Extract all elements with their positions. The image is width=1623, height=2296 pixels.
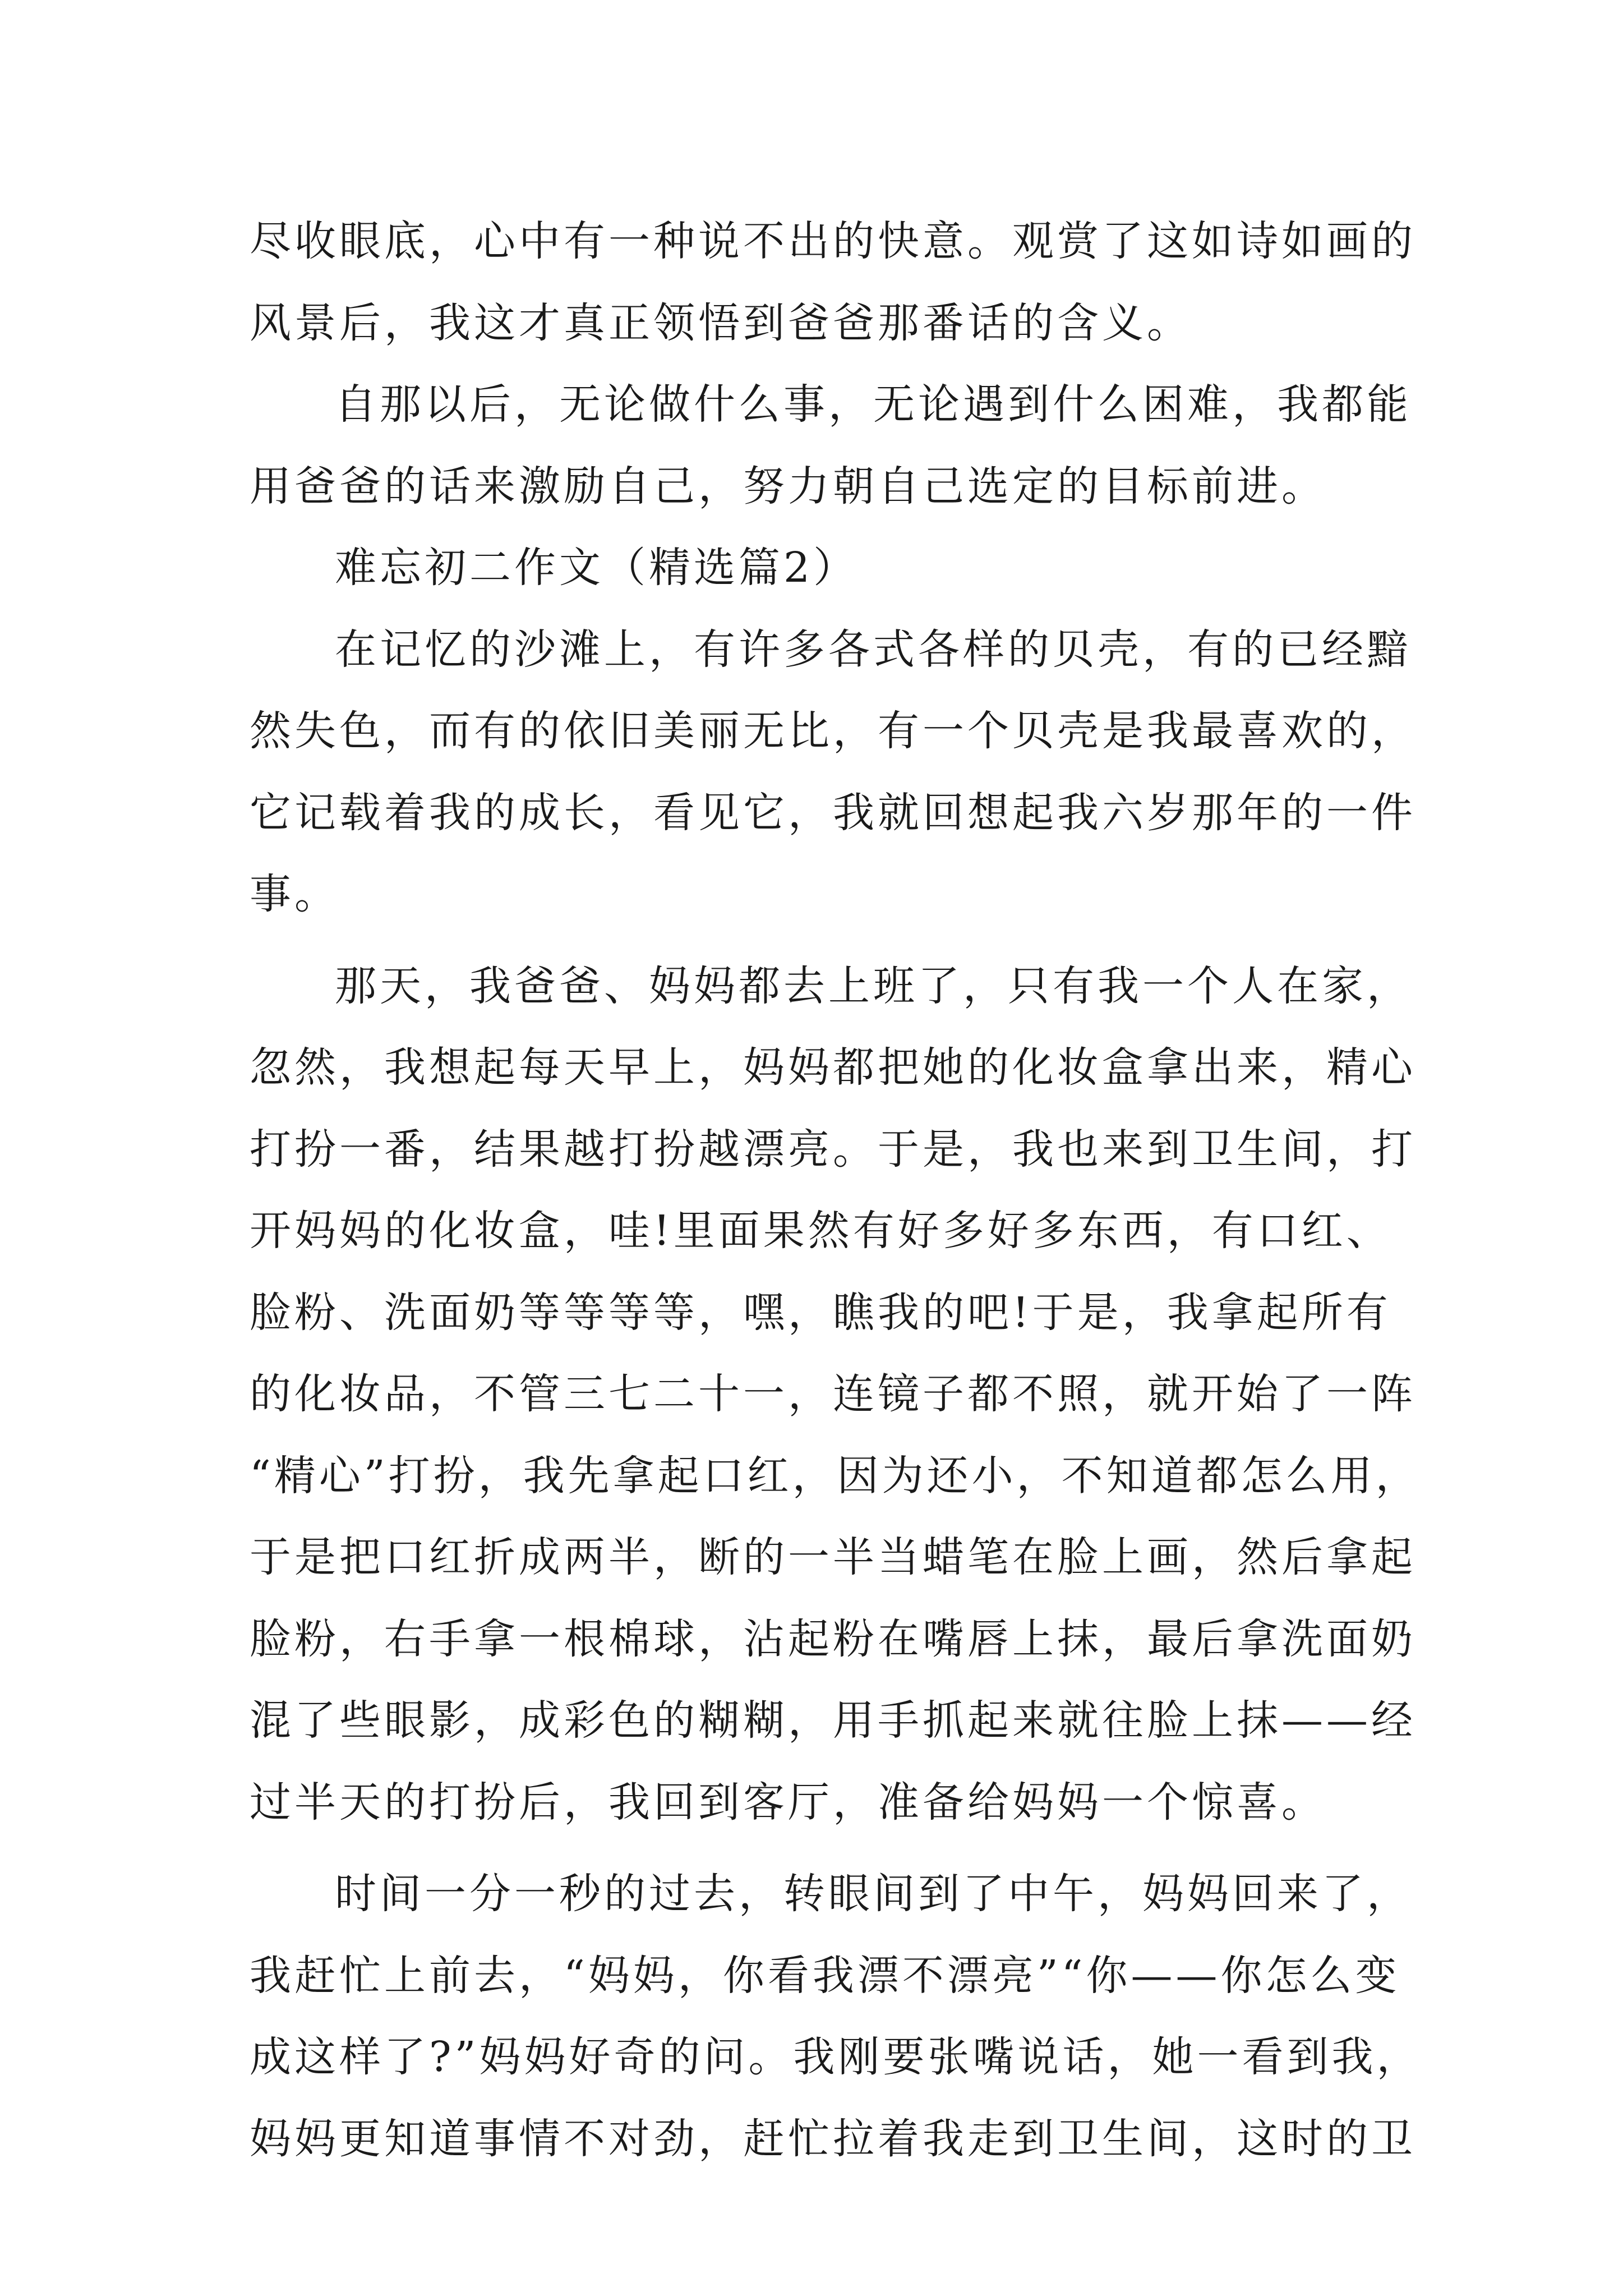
text-line: 我赶忙上前去，“妈妈，你看我漂不漂亮”“你——你怎么变 [250,1951,1400,2000]
text-line: 风景后，我这才真正领悟到爸爸那番话的含义。 [250,298,1192,347]
document-body [250,201,1422,2180]
text-line: 然失色，而有的依旧美丽无比，有一个贝壳是我最喜欢的， [250,707,1416,755]
text-line: 混了些眼影，成彩色的糊糊，用手抓起来就往脸上抹——经 [250,1696,1416,1745]
text-line: 用爸爸的话来激励自己，努力朝自己选定的目标前进。 [250,462,1326,510]
text-line: 事。 [250,870,339,918]
text-line: 妈妈更知道事情不对劲，赶忙拉着我走到卫生间，这时的卫 [250,2114,1416,2163]
text-line: 自那以后，无论做什么事，无论遇到什么困难，我都能 [335,380,1412,429]
text-line: 于是把口红折成两半，断的一半当蜡笔在脸上画，然后拿起 [250,1533,1416,1581]
text-line: 在记忆的沙滩上，有许多各式各样的贝壳，有的已经黯 [335,625,1412,674]
text-line: 它记载着我的成长，看见它，我就回想起我六岁那年的一件 [250,788,1416,837]
text-line: 打扮一番，结果越打扮越漂亮。于是，我也来到卫生间，打 [250,1125,1416,1174]
text-line: 的化妆品，不管三七二十一，连镜子都不照，就开始了一阵 [250,1370,1416,1418]
text-line: 开妈妈的化妆盒，哇!里面果然有好多好多东西，有口红、 [250,1207,1391,1255]
text-line: “精心”打扮，我先拿起口红，因为还小，不知道都怎么用， [250,1451,1421,1500]
text-line: 尽收眼底，心中有一种说不出的快意。观赏了这如诗如画的 [250,217,1416,265]
text-line: 过半天的打扮后，我回到客厅，准备给妈妈一个惊喜。 [250,1778,1326,1826]
text-line: 成这样了?”妈妈好奇的问。我刚要张嘴说话，她一看到我， [250,2033,1422,2081]
paragraph-gap [250,936,1382,946]
text-line: 脸粉，右手拿一根棉球，沾起粉在嘴唇上抹，最后拿洗面奶 [250,1614,1416,1663]
text-line: 忽然，我想起每天早上，妈妈都把她的化妆盒拿出来，精心 [250,1043,1416,1092]
section-heading: 难忘初二作文（精选篇2） [335,544,859,592]
paragraph-gap [250,1843,1382,1853]
text-line: 脸粉、洗面奶等等等等，嘿，瞧我的吧!于是，我拿起所有 [250,1288,1391,1337]
text-line: 那天，我爸爸、妈妈都去上班了，只有我一个人在家， [335,961,1412,1010]
text-line: 时间一分一秒的过去，转眼间到了中午，妈妈回来了， [335,1870,1412,1918]
